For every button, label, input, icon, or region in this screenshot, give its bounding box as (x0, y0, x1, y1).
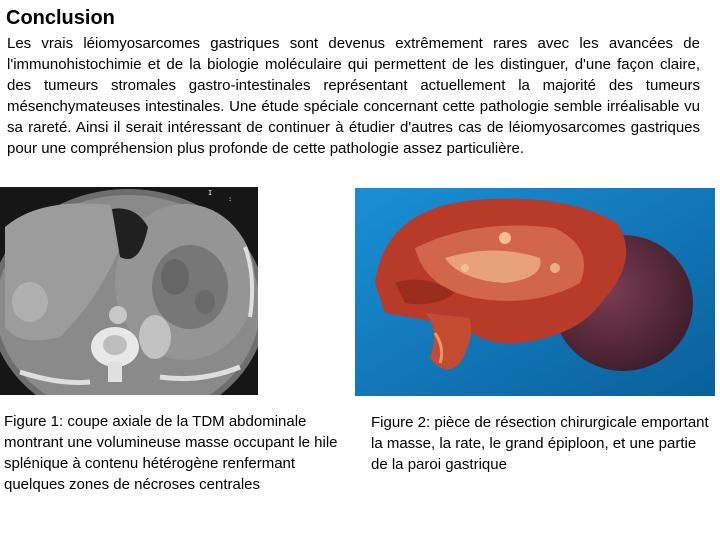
svg-text:I: I (208, 189, 213, 197)
ct-scan-image (0, 187, 258, 395)
figure-1-caption: Figure 1: coupe axiale de la TDM abdominale montrant une volumineuse masse occupant le hile splénique à contenu hétérogène renfermant quelques zones de nécroses centrales (4, 413, 338, 493)
conclusion-paragraph: Les vrais léiomyosarcomes gastriques sont devenus extrêmement rares avec les avancées de l'immunohistochimie et de la biologie moléculaire qui permettent de les distinguer, d'une façon claire, des tumeurs stromales gastro-intestinales représentant actuellement la majorité des tumeurs mésenchymateuses intestinales. Une étude spéciale concernant cette pathologie semble irréalisable vu sa rareté. Ainsi il serait intéressant de continuer à étudier d'autres cas de léiomyosarcomes gastriques pour une compréhension plus profonde de cette pathologie assez particulière. (7, 35, 700, 157)
figure-2-caption: Figure 2: pièce de résection chirurgicale emportant la masse, la rate, le grand épiploon, et une partie de la paroi gastrique (371, 414, 709, 473)
surgical-specimen-image (355, 188, 715, 396)
svg-text::: : (228, 195, 233, 203)
slide-title: Conclusion (6, 7, 115, 29)
